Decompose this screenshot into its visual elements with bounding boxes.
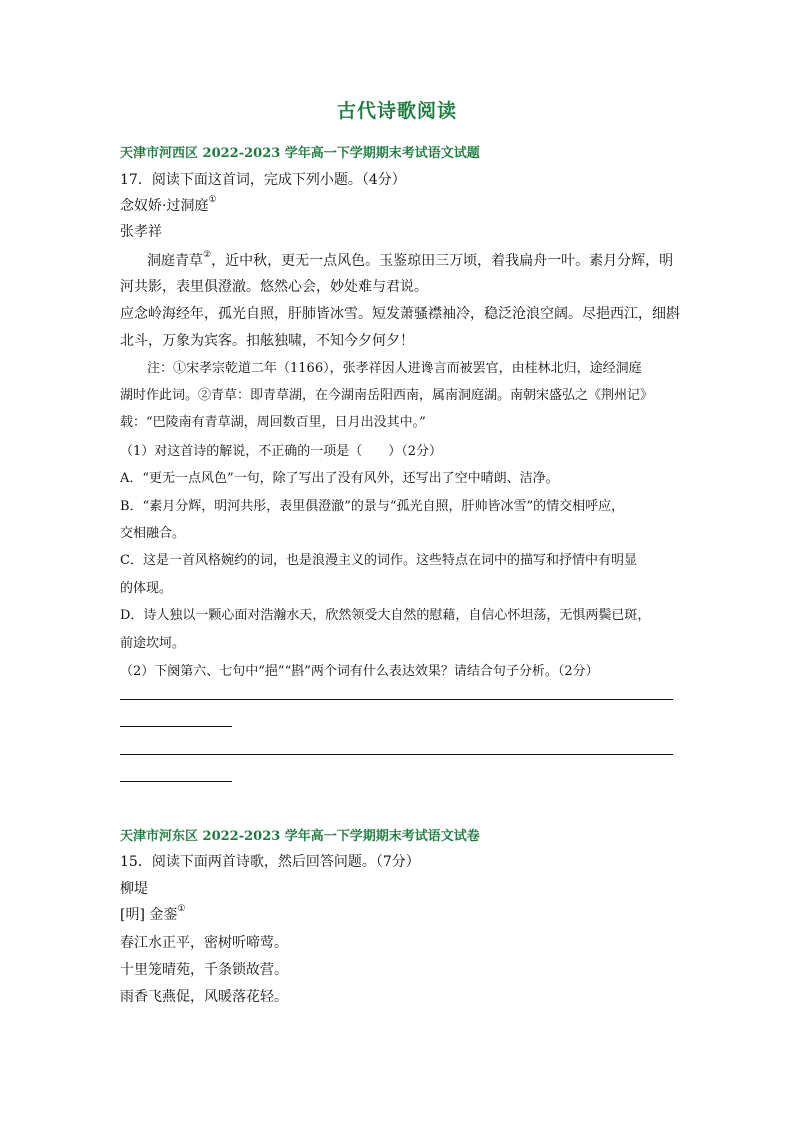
poem-title-1 bbox=[120, 195, 217, 215]
poem2-line-3: 雨香飞燕促，风暖落花轻。 bbox=[120, 989, 288, 1005]
answer-line[interactable] bbox=[120, 726, 232, 727]
note-line-1: 注：①宋孝宗乾道二年（1166），张孝祥因人进谗言而被罢官，由桂林北归，途经洞庭 bbox=[147, 361, 642, 376]
poem-line-1-a: 洞庭青草 bbox=[147, 253, 203, 269]
poem-line-3: 应念岭海经年，孤光自照，肝肺皆冰雪。短发萧骚襟袖冷，稳泛沧浪空阔。尽挹西江，细斟 bbox=[120, 306, 680, 322]
subquestion-1-text: （1）对这首诗的解说，不正确的一项是（ bbox=[120, 444, 363, 459]
option-d-placeholder: 的体现。 bbox=[120, 581, 173, 596]
poem2-line-1: 春江水正平，密树听啼莺。 bbox=[120, 935, 288, 951]
poem2-line-2: 十里笼晴苑，千条锁故营。 bbox=[120, 962, 288, 978]
poem-title-text: 念奴娇·过洞庭 bbox=[120, 198, 209, 214]
answer-line[interactable] bbox=[120, 754, 673, 755]
poem-line-1 bbox=[147, 250, 673, 270]
option-a: A．“更无一点风色”一句，除了写出了没有风外，还写出了空中晴朗、洁净。 bbox=[120, 471, 559, 486]
source-heading-2: 天津市河东区 2022-2023 学年高一下学期期末考试语文试卷 bbox=[120, 829, 480, 844]
answer-line[interactable] bbox=[120, 781, 232, 782]
note-line-3: 载：“巴陵南有青草湖，周回数百里，日月出没其中。” bbox=[120, 415, 426, 430]
option-d-line-1: D．诗人独以一颗心面对浩瀚水天，欣然领受大自然的慰藉，自信心怀坦荡，无惧两鬓已斑， bbox=[120, 608, 651, 623]
question-intro-2: 15．阅读下面两首诗歌，然后回答问题。（7分） bbox=[120, 854, 420, 870]
poem-line-1-b: ，近中秋，更无一点风色。玉鉴琼田三万顷，着我扁舟一叶。素月分辉，明 bbox=[211, 253, 674, 269]
subquestion-2: （2）下阕第六、七句中“挹”“斟”两个词有什么表达效果？请结合句子分析。（2分） bbox=[120, 664, 599, 679]
poem-author-2-text: [明] 金銮 bbox=[120, 907, 178, 923]
footnote-marker: ① bbox=[208, 195, 217, 205]
poem-line-2: 河共影，表里俱澄澈。悠然心会，妙处难与君说。 bbox=[120, 279, 428, 295]
subquestion-1-points: ）（2分） bbox=[388, 444, 443, 459]
question-intro-1: 17．阅读下面这首词，完成下列小题。（4分） bbox=[120, 172, 406, 188]
poem-title-2: 柳堤 bbox=[120, 881, 148, 897]
page-title: 古代诗歌阅读 bbox=[336, 100, 457, 122]
answer-line[interactable] bbox=[120, 699, 673, 700]
poem-author-2 bbox=[120, 904, 185, 924]
subquestion-1 bbox=[120, 440, 442, 459]
footnote-marker: ② bbox=[203, 250, 212, 260]
poem-author-1: 张孝祥 bbox=[120, 224, 162, 240]
option-d-line-2: 前途坎坷。 bbox=[120, 636, 186, 651]
poem-line-4: 北斗，万象为宾客。扣舷独啸，不知今夕何夕！ bbox=[120, 333, 414, 349]
note-line-2: 湖时作此词。②青草：即青草湖，在今湖南岳阳西南，属南洞庭湖。南朝宋盛弘之《荆州记》 bbox=[120, 388, 654, 403]
footnote-marker: ① bbox=[177, 904, 186, 914]
option-b-line-1: B．“素月分辉，明河共彤，表里俱澄澈”的景与“孤光自照，肝帅皆冰雪”的情交相呼应， bbox=[120, 499, 625, 514]
option-c-line-1: C．这是一首风格婉约的词，也是浪漫主义的词作。这些特点在词中的描写和抒情中有明显 bbox=[120, 553, 637, 568]
source-heading-1: 天津市河西区 2022-2023 学年高一下学期期末考试语文试题 bbox=[120, 146, 480, 161]
option-b-line-2: 交相融合。 bbox=[120, 526, 186, 541]
